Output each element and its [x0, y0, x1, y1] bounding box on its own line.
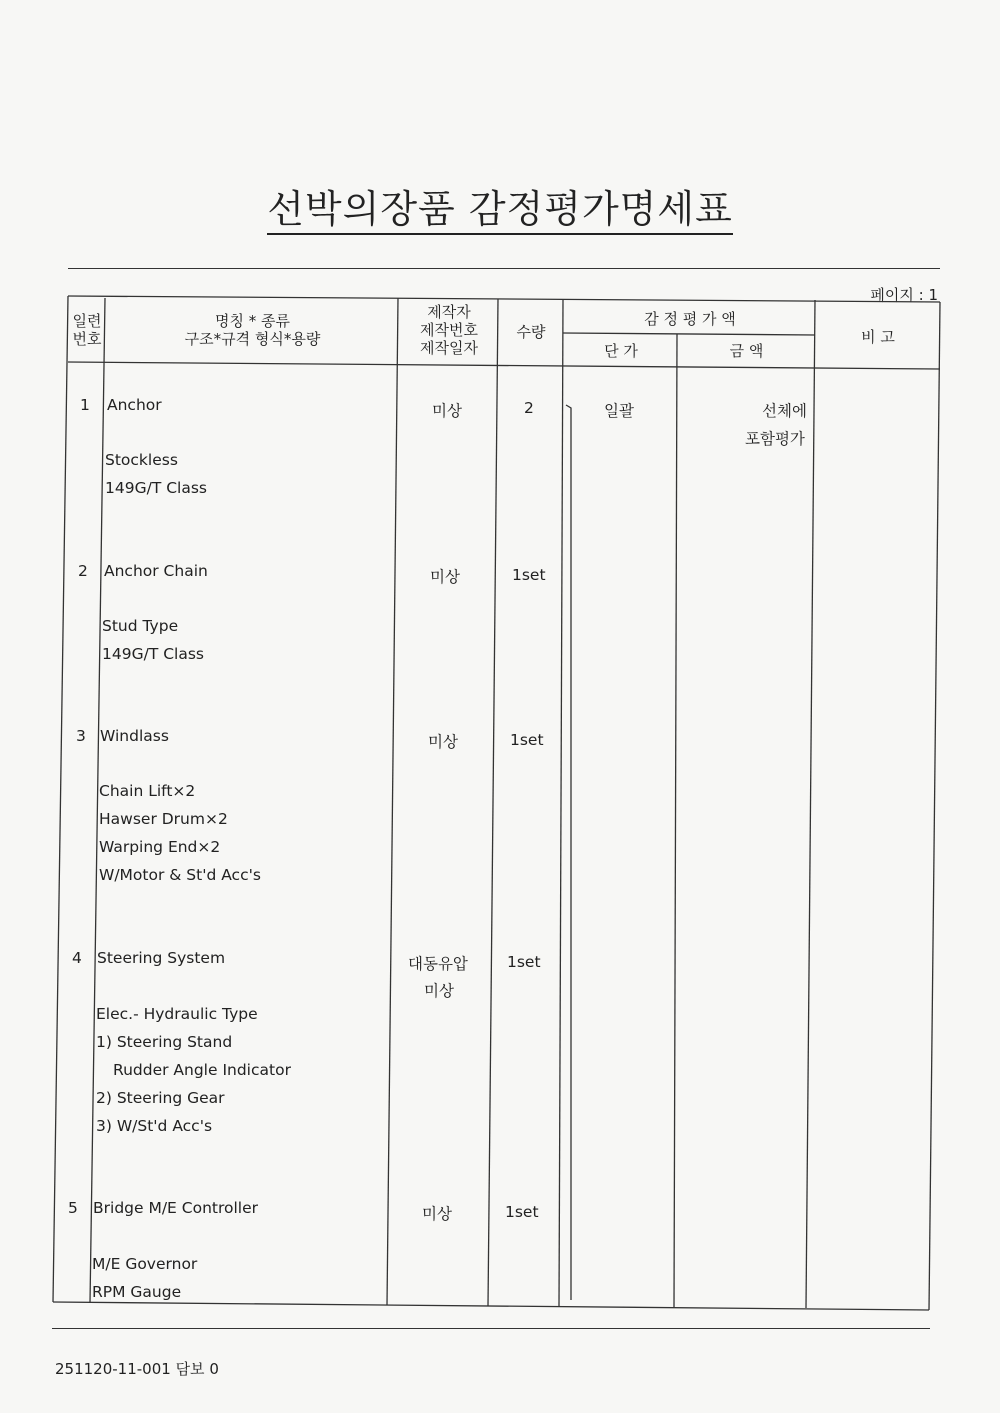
header-amount: 금 액: [729, 342, 764, 360]
spec-line: Chain Lift×2: [99, 782, 196, 800]
header-maker: [400, 303, 498, 357]
row-5-no: 5: [68, 1199, 78, 1217]
row-3-no: 3: [76, 727, 86, 745]
row-4-maker-line2: 미상: [424, 982, 454, 1000]
row-2-name: Anchor Chain: [104, 562, 208, 580]
header-serial: [70, 312, 104, 348]
header-maker-line1: 제작자: [427, 303, 471, 321]
document-footer-code: 251120-11-001 담보 0: [55, 1360, 219, 1378]
row-1-no: 1: [80, 396, 90, 414]
page-number: 페이지 : 1: [870, 286, 938, 304]
row-3-specs: [99, 777, 261, 889]
header-qty: 수량: [516, 323, 546, 341]
spec-line: 149G/T Class: [102, 645, 204, 663]
row-5-maker: 미상: [422, 1205, 452, 1223]
row-2-qty: 1set: [512, 566, 546, 584]
row-1-specs: [105, 446, 207, 502]
row-2-maker: 미상: [430, 568, 460, 586]
bottom-divider: [52, 1328, 930, 1329]
row-2-specs: [102, 612, 204, 668]
row-3-qty: 1set: [510, 731, 544, 749]
header-serial-line2: 번호: [72, 330, 102, 348]
row-1-qty: 2: [524, 399, 534, 417]
header-maker-line3: 제작일자: [420, 339, 478, 357]
row-1-amount-line1: 선체에: [762, 402, 807, 420]
row-4-maker-line1: 대동유압: [408, 955, 468, 973]
header-name: [110, 312, 395, 348]
header-name-line2: 구조*규격 형식*용량: [184, 330, 321, 348]
spec-line: Warping End×2: [99, 838, 221, 856]
header-name-line1: 명칭 * 종류: [215, 312, 290, 330]
spec-line: Elec.- Hydraulic Type: [96, 1005, 258, 1023]
header-maker-line2: 제작번호: [420, 321, 478, 339]
spec-line: Stockless: [105, 451, 178, 469]
spec-line: W/Motor & St'd Acc's: [99, 866, 261, 884]
spec-line: RPM Gauge: [92, 1283, 182, 1301]
row-1-maker: 미상: [432, 402, 462, 420]
row-3-maker: 미상: [428, 733, 458, 751]
header-appraisal: 감 정 평 가 액: [644, 310, 736, 328]
row-1-name: Anchor: [107, 396, 162, 414]
document-title: 선박의장품 감정평가명세표: [0, 178, 1000, 233]
row-2-no: 2: [78, 562, 88, 580]
row-5-qty: 1set: [505, 1203, 539, 1221]
spec-line: 3) W/St'd Acc's: [96, 1117, 213, 1135]
spec-line: 1) Steering Stand: [96, 1033, 233, 1051]
spec-line: Hawser Drum×2: [99, 810, 228, 828]
spec-line: Rudder Angle Indicator: [113, 1061, 291, 1079]
spec-line: 149G/T Class: [105, 479, 207, 497]
header-serial-line1: 일련: [72, 312, 102, 330]
header-unit-price: 단 가: [604, 342, 638, 360]
row-4-name: Steering System: [97, 949, 226, 967]
spec-line: Stud Type: [102, 617, 179, 635]
row-1-unit-price: 일괄: [604, 402, 634, 420]
row-4-no: 4: [72, 949, 82, 967]
row-1-amount-line2: 포함평가: [745, 430, 805, 448]
row-5-specs: [92, 1250, 197, 1306]
row-5-name: Bridge M/E Controller: [93, 1199, 259, 1217]
row-4-specs: [96, 1000, 291, 1140]
spec-line: M/E Governor: [92, 1255, 198, 1273]
spec-line: 2) Steering Gear: [96, 1089, 225, 1107]
header-remark: 비 고: [861, 328, 895, 346]
row-3-name: Windlass: [100, 727, 169, 745]
row-4-qty: 1set: [507, 953, 541, 971]
